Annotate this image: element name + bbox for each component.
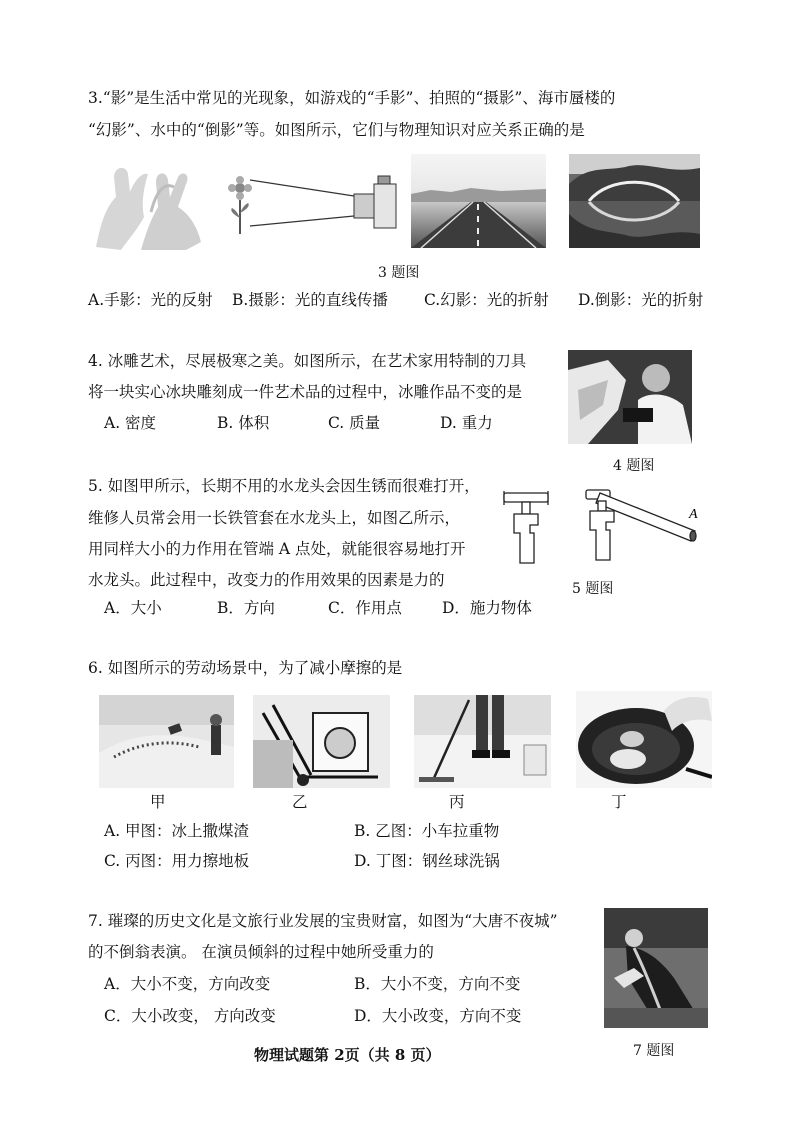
q5-option-c: C．作用点 — [328, 599, 402, 617]
q4-stem-line1: 4. 冰雕艺术，尽展极寒之美。如图所示，在艺术家用特制的刀具 — [88, 352, 527, 370]
q6-label-yi: 乙 — [292, 793, 308, 811]
q4-option-c: C. 质量 — [328, 414, 381, 432]
q7-option-d: D．大小改变，方向不变 — [354, 1007, 522, 1025]
q6-option-b: B. 乙图：小车拉重物 — [354, 822, 500, 840]
q4-option-b: B. 体积 — [217, 414, 270, 432]
q5-stem-line3: 用同样大小的力作用在管端 A 点处，就能很容易地打开 — [88, 540, 466, 558]
camera-flower-image — [228, 168, 398, 238]
page-footer: 物理试题第 2页（共 8 页） — [254, 1046, 441, 1064]
q3-option-a: A.手影：光的反射 — [88, 291, 213, 309]
ice-sculpture-image — [568, 350, 692, 444]
q4-caption: 4 题图 — [613, 458, 655, 474]
point-a-label: A — [689, 507, 698, 522]
q4-option-d: D. 重力 — [440, 414, 493, 432]
q7-option-a: A．大小不变，方向改变 — [104, 975, 271, 993]
hand-shadow-image — [86, 152, 206, 252]
q3-option-c: C.幻影：光的折射 — [424, 291, 549, 309]
q3-stem-line1: 3.“影”是生活中常见的光现象，如游戏的“手影”、拍照的“摄影”、海市蜃楼的 — [88, 89, 616, 107]
q6-option-c: C. 丙图：用力擦地板 — [104, 852, 250, 870]
q3-stem-line2: “幻影”、水中的“倒影”等。如图所示，它们与物理知识对应关系正确的是 — [88, 121, 585, 139]
q4-stem-line2: 将一块实心冰块雕刻成一件艺术品的过程中，冰雕作品不变的是 — [88, 383, 523, 401]
q7-caption: 7 题图 — [633, 1043, 675, 1059]
q5-stem-line1: 5. 如图甲所示，长期不用的水龙头会因生锈而很难打开， — [88, 477, 480, 495]
q5-stem-line2: 维修人员常会用一长铁管套在水龙头上，如图乙所示， — [88, 509, 461, 527]
q7-option-b: B．大小不变，方向不变 — [354, 975, 521, 993]
bridge-reflection-image — [569, 154, 700, 248]
q6-label-bing: 丙 — [449, 793, 465, 811]
q5-stem-line4: 水龙头。此过程中，改变力的作用效果的因素是力的 — [88, 571, 445, 589]
q4-option-a: A. 密度 — [104, 414, 157, 432]
wok-steel-wool-image — [576, 691, 712, 788]
q7-stem-line1: 7. 璀璨的历史文化是文旅行业发展的宝贵财富，如图为“大唐不夜城” — [88, 912, 558, 930]
q6-label-jia: 甲 — [150, 793, 166, 811]
q6-label-ding: 丁 — [611, 793, 627, 811]
q6-stem: 6. 如图所示的劳动场景中，为了减小摩擦的是 — [88, 659, 403, 677]
q3-caption: 3 题图 — [378, 265, 420, 281]
trolley-washing-machine-image — [253, 695, 390, 788]
q6-option-a: A. 甲图：冰上撒煤渣 — [104, 822, 250, 840]
q6-option-d: D. 丁图：钢丝球洗锅 — [354, 852, 500, 870]
q7-option-c: C．大小改变， 方向改变 — [104, 1007, 276, 1025]
q7-stem-line2: 的不倒翁表演。 在演员倾斜的过程中她所受重力的 — [88, 943, 434, 961]
mopping-floor-image — [414, 695, 551, 788]
mirage-road-image — [411, 154, 546, 248]
faucet-diagram — [490, 485, 708, 570]
q5-option-a: A．大小 — [104, 599, 162, 617]
q3-option-d: D.倒影：光的折射 — [578, 291, 704, 309]
q5-option-b: B．方向 — [217, 599, 275, 617]
q5-option-d: D．施力物体 — [442, 599, 532, 617]
ice-cinder-image — [99, 695, 234, 788]
q3-option-b: B.摄影：光的直线传播 — [232, 291, 388, 309]
q5-caption: 5 题图 — [572, 581, 614, 597]
tumbler-performer-image — [604, 908, 708, 1028]
